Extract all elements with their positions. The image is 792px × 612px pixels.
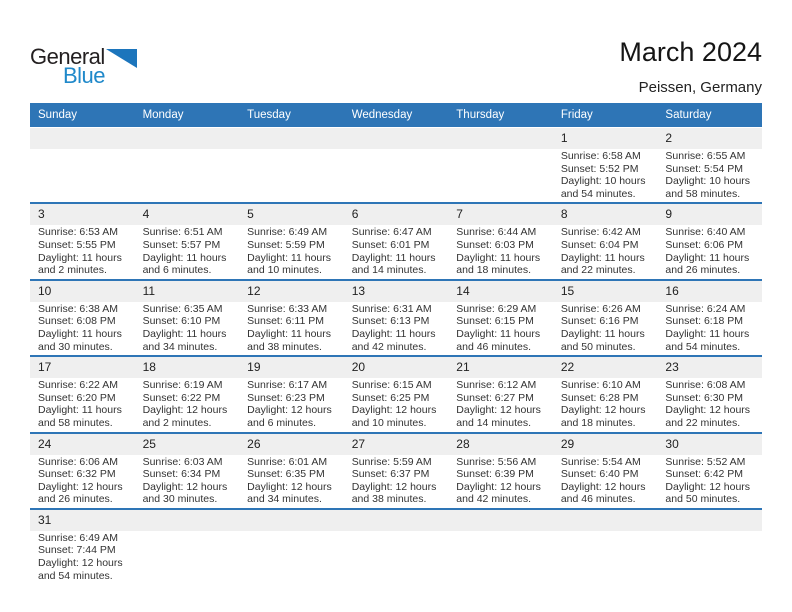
calendar-grid bbox=[30, 103, 762, 584]
sunrise-line: Sunrise: 6:31 AM bbox=[351, 302, 432, 315]
sunset-line: Sunset: 6:40 PM bbox=[560, 468, 639, 481]
day-cell bbox=[239, 149, 344, 200]
sunset-line: Sunset: 6:08 PM bbox=[38, 315, 116, 328]
date-number: 4 bbox=[142, 207, 150, 222]
day-cell bbox=[135, 225, 240, 276]
sunrise-line: Sunrise: 6:22 AM bbox=[38, 379, 118, 392]
day-cell bbox=[135, 531, 240, 582]
sunrise-line: Sunrise: 6:26 AM bbox=[560, 302, 641, 315]
sunrise-line: Sunrise: 6:58 AM bbox=[560, 150, 641, 162]
day-cell bbox=[448, 302, 553, 353]
dow-monday: Monday bbox=[142, 109, 184, 121]
date-number: 12 bbox=[247, 283, 261, 298]
logo-text-blue: Blue bbox=[63, 63, 106, 88]
date-number: 26 bbox=[247, 436, 261, 451]
day-cell bbox=[30, 149, 135, 200]
sunrise-line: Sunrise: 6:40 AM bbox=[665, 226, 746, 239]
week-row bbox=[30, 434, 762, 510]
date-number: 29 bbox=[560, 436, 575, 451]
week-row bbox=[30, 128, 762, 204]
sunset-line: Sunset: 6:04 PM bbox=[560, 238, 639, 251]
date-number: 5 bbox=[247, 207, 254, 222]
sunset-line: Sunset: 6:42 PM bbox=[665, 468, 744, 481]
sunset-line: Sunset: 6:01 PM bbox=[351, 238, 430, 251]
daylight-line: Daylight: 12 hours and 30 minutes. bbox=[142, 480, 228, 506]
sunset-line: Sunset: 5:59 PM bbox=[247, 238, 325, 251]
daylight-line: Daylight: 12 hours and 50 minutes. bbox=[665, 480, 751, 506]
daylight-line: Daylight: 12 hours and 2 minutes. bbox=[142, 404, 228, 429]
daylight-line: Daylight: 12 hours and 22 minutes. bbox=[665, 404, 751, 429]
date-number: 22 bbox=[560, 360, 575, 375]
date-number: 1 bbox=[560, 131, 568, 145]
day-cell bbox=[553, 455, 658, 506]
sunset-line: Sunset: 5:54 PM bbox=[665, 162, 744, 175]
day-cell bbox=[344, 455, 449, 506]
daylight-line: Daylight: 12 hours and 18 minutes. bbox=[560, 404, 646, 429]
week-row bbox=[30, 204, 762, 280]
daylight-line: Daylight: 10 hours and 54 minutes. bbox=[560, 175, 646, 200]
general-blue-logo bbox=[30, 46, 190, 86]
day-cell bbox=[344, 225, 449, 276]
sunrise-line: Sunrise: 6:03 AM bbox=[142, 455, 223, 468]
week-row bbox=[30, 281, 762, 357]
day-cell bbox=[553, 225, 658, 276]
date-number bbox=[344, 510, 449, 531]
day-cell bbox=[239, 455, 344, 506]
daylight-line: Daylight: 11 hours and 10 minutes. bbox=[247, 251, 331, 277]
sunset-line: Sunset: 6:03 PM bbox=[456, 238, 534, 251]
date-strip bbox=[30, 357, 762, 378]
sunset-line: Sunset: 6:23 PM bbox=[247, 391, 325, 404]
sunrise-line: Sunrise: 5:52 AM bbox=[665, 455, 746, 468]
daylight-line: Daylight: 12 hours and 6 minutes. bbox=[247, 404, 332, 429]
title-block bbox=[619, 36, 762, 98]
date-number: 8 bbox=[560, 207, 568, 222]
sunrise-line: Sunrise: 5:59 AM bbox=[351, 455, 432, 468]
date-number: 16 bbox=[665, 283, 679, 298]
daylight-line: Daylight: 12 hours and 38 minutes. bbox=[351, 480, 437, 506]
day-of-week-header-row bbox=[30, 103, 762, 127]
sunrise-line: Sunrise: 6:42 AM bbox=[560, 226, 641, 239]
day-cell bbox=[30, 531, 135, 582]
day-cell bbox=[657, 149, 762, 200]
sunrise-line: Sunrise: 6:29 AM bbox=[456, 302, 537, 315]
daylight-line: Daylight: 12 hours and 26 minutes. bbox=[38, 480, 123, 506]
sunrise-line: Sunrise: 6:06 AM bbox=[38, 455, 118, 468]
day-details-row bbox=[30, 149, 762, 202]
date-number: 6 bbox=[351, 207, 359, 222]
day-cell bbox=[30, 378, 135, 429]
sunset-line: Sunset: 6:27 PM bbox=[456, 391, 534, 404]
day-cell bbox=[135, 455, 240, 506]
day-cell bbox=[135, 149, 240, 200]
date-number: 27 bbox=[351, 436, 366, 451]
date-number bbox=[448, 128, 553, 149]
day-cell bbox=[553, 378, 658, 429]
sunset-line: Sunset: 6:37 PM bbox=[351, 468, 430, 481]
sunrise-line: Sunrise: 6:47 AM bbox=[351, 226, 432, 239]
sunset-line: Sunset: 6:35 PM bbox=[247, 468, 325, 481]
daylight-line: Daylight: 11 hours and 54 minutes. bbox=[665, 327, 750, 353]
date-number: 25 bbox=[142, 436, 156, 451]
date-strip bbox=[30, 281, 762, 302]
sunset-line: Sunset: 6:10 PM bbox=[142, 315, 221, 328]
day-cell bbox=[30, 302, 135, 353]
sunrise-line: Sunrise: 6:49 AM bbox=[38, 531, 118, 544]
day-cell bbox=[30, 225, 135, 276]
date-number: 31 bbox=[38, 512, 52, 527]
day-cell bbox=[553, 531, 658, 582]
daylight-line: Daylight: 10 hours and 58 minutes. bbox=[665, 175, 751, 200]
daylight-line: Daylight: 12 hours and 34 minutes. bbox=[247, 480, 332, 506]
sunrise-line: Sunrise: 6:08 AM bbox=[665, 379, 746, 392]
sunset-line: Sunset: 6:16 PM bbox=[560, 315, 639, 328]
sunset-line: Sunset: 7:44 PM bbox=[38, 544, 116, 557]
date-number bbox=[239, 510, 344, 531]
date-number: 28 bbox=[456, 436, 470, 451]
day-cell bbox=[344, 149, 449, 200]
day-cell bbox=[135, 302, 240, 353]
sunset-line: Sunset: 6:34 PM bbox=[142, 468, 221, 481]
sunset-line: Sunset: 5:55 PM bbox=[38, 238, 116, 251]
day-cell bbox=[30, 455, 135, 506]
sunset-line: Sunset: 6:06 PM bbox=[665, 238, 744, 251]
date-number bbox=[135, 128, 240, 149]
sunrise-line: Sunrise: 6:01 AM bbox=[247, 455, 328, 468]
day-cell bbox=[553, 149, 658, 200]
day-cell bbox=[448, 225, 553, 276]
daylight-line: Daylight: 11 hours and 26 minutes. bbox=[665, 251, 750, 277]
date-number bbox=[448, 510, 553, 531]
date-number bbox=[135, 510, 240, 531]
dow-tuesday: Tuesday bbox=[247, 109, 291, 121]
sunset-line: Sunset: 6:28 PM bbox=[560, 391, 639, 404]
day-cell bbox=[448, 378, 553, 429]
daylight-line: Daylight: 11 hours and 30 minutes. bbox=[38, 327, 122, 353]
day-details-row bbox=[30, 378, 762, 431]
daylight-line: Daylight: 11 hours and 58 minutes. bbox=[38, 404, 122, 429]
day-cell bbox=[448, 531, 553, 582]
daylight-line: Daylight: 11 hours and 46 minutes. bbox=[456, 327, 541, 353]
date-number: 2 bbox=[665, 131, 673, 145]
day-cell bbox=[239, 302, 344, 353]
daylight-line: Daylight: 11 hours and 42 minutes. bbox=[351, 327, 436, 353]
sunset-line: Sunset: 6:20 PM bbox=[38, 391, 116, 404]
calendar-month-title: March 2024 bbox=[619, 37, 762, 67]
date-number: 20 bbox=[351, 360, 366, 375]
date-number: 15 bbox=[560, 283, 575, 298]
sunrise-line: Sunrise: 6:49 AM bbox=[247, 226, 328, 239]
date-number: 14 bbox=[456, 283, 470, 298]
day-cell bbox=[553, 302, 658, 353]
daylight-line: Daylight: 12 hours and 42 minutes. bbox=[456, 480, 541, 506]
date-number bbox=[657, 510, 762, 531]
daylight-line: Daylight: 12 hours and 54 minutes. bbox=[38, 557, 123, 582]
week-row bbox=[30, 357, 762, 433]
date-number: 13 bbox=[351, 283, 366, 298]
sunrise-line: Sunrise: 6:15 AM bbox=[351, 379, 432, 392]
date-number: 11 bbox=[142, 283, 156, 298]
day-cell bbox=[239, 531, 344, 582]
day-cell bbox=[657, 455, 762, 506]
sunrise-line: Sunrise: 6:10 AM bbox=[560, 379, 641, 392]
day-cell bbox=[344, 302, 449, 353]
week-row bbox=[30, 510, 762, 584]
date-number bbox=[30, 128, 135, 149]
date-number bbox=[553, 510, 658, 531]
date-number: 17 bbox=[38, 360, 52, 375]
sunrise-line: Sunrise: 6:35 AM bbox=[142, 302, 223, 315]
daylight-line: Daylight: 11 hours and 50 minutes. bbox=[560, 327, 645, 353]
sunset-line: Sunset: 6:32 PM bbox=[38, 468, 116, 481]
sunrise-line: Sunrise: 6:19 AM bbox=[142, 379, 223, 392]
sunrise-line: Sunrise: 6:24 AM bbox=[665, 302, 746, 315]
day-cell bbox=[344, 531, 449, 582]
date-strip bbox=[30, 128, 762, 149]
date-number: 10 bbox=[38, 283, 52, 298]
daylight-line: Daylight: 11 hours and 34 minutes. bbox=[142, 327, 227, 353]
dow-sunday: Sunday bbox=[38, 109, 78, 121]
day-cell bbox=[344, 378, 449, 429]
date-number: 18 bbox=[142, 360, 156, 375]
day-details-row bbox=[30, 455, 762, 508]
dow-thursday: Thursday bbox=[456, 109, 505, 121]
sunrise-line: Sunrise: 5:56 AM bbox=[456, 455, 537, 468]
day-cell bbox=[657, 378, 762, 429]
daylight-line: Daylight: 12 hours and 10 minutes. bbox=[351, 404, 437, 429]
date-number bbox=[344, 128, 449, 149]
daylight-line: Daylight: 11 hours and 2 minutes. bbox=[38, 251, 122, 277]
sunrise-line: Sunrise: 6:55 AM bbox=[665, 150, 746, 162]
date-number bbox=[239, 128, 344, 149]
date-number: 9 bbox=[665, 207, 673, 222]
sunrise-line: Sunrise: 5:54 AM bbox=[560, 455, 641, 468]
daylight-line: Daylight: 11 hours and 22 minutes. bbox=[560, 251, 645, 277]
daylight-line: Daylight: 12 hours and 46 minutes. bbox=[560, 480, 646, 506]
daylight-line: Daylight: 11 hours and 14 minutes. bbox=[351, 251, 436, 277]
sunrise-line: Sunrise: 6:53 AM bbox=[38, 226, 118, 239]
day-cell bbox=[239, 225, 344, 276]
day-details-row bbox=[30, 302, 762, 355]
sunset-line: Sunset: 5:52 PM bbox=[560, 162, 639, 175]
sunset-line: Sunset: 6:39 PM bbox=[456, 468, 534, 481]
day-cell bbox=[448, 149, 553, 200]
daylight-line: Daylight: 12 hours and 14 minutes. bbox=[456, 404, 541, 429]
sunset-line: Sunset: 6:11 PM bbox=[247, 315, 324, 328]
date-strip bbox=[30, 434, 762, 455]
sunset-line: Sunset: 6:15 PM bbox=[456, 315, 534, 328]
date-number: 30 bbox=[665, 436, 679, 451]
date-number: 24 bbox=[38, 436, 52, 451]
sunrise-line: Sunrise: 6:12 AM bbox=[456, 379, 537, 392]
day-cell bbox=[135, 378, 240, 429]
sunset-line: Sunset: 6:22 PM bbox=[142, 391, 221, 404]
sunrise-line: Sunrise: 6:38 AM bbox=[38, 302, 118, 315]
sunrise-line: Sunrise: 6:44 AM bbox=[456, 226, 537, 239]
dow-friday: Friday bbox=[560, 109, 593, 121]
daylight-line: Daylight: 11 hours and 38 minutes. bbox=[247, 327, 331, 353]
dow-saturday: Saturday bbox=[665, 109, 712, 121]
date-number: 19 bbox=[247, 360, 261, 375]
sunset-line: Sunset: 6:30 PM bbox=[665, 391, 744, 404]
day-details-row bbox=[30, 531, 762, 584]
date-strip bbox=[30, 204, 762, 225]
day-cell bbox=[657, 225, 762, 276]
date-number: 23 bbox=[665, 360, 679, 375]
sunrise-line: Sunrise: 6:51 AM bbox=[142, 226, 223, 239]
day-cell bbox=[239, 378, 344, 429]
sunset-line: Sunset: 6:13 PM bbox=[351, 315, 430, 328]
date-strip bbox=[30, 510, 762, 531]
dow-wednesday: Wednesday bbox=[351, 109, 413, 121]
sunset-line: Sunset: 6:25 PM bbox=[351, 391, 430, 404]
day-cell bbox=[657, 531, 762, 582]
date-number: 7 bbox=[456, 207, 463, 222]
date-number: 21 bbox=[456, 360, 470, 375]
daylight-line: Daylight: 11 hours and 18 minutes. bbox=[456, 251, 541, 277]
logo-text-general: General bbox=[30, 44, 105, 69]
day-details-row bbox=[30, 225, 762, 278]
day-cell bbox=[657, 302, 762, 353]
weeks-container bbox=[30, 128, 762, 584]
date-number: 3 bbox=[38, 207, 45, 222]
sunset-line: Sunset: 5:57 PM bbox=[142, 238, 221, 251]
sunrise-line: Sunrise: 6:33 AM bbox=[247, 302, 328, 315]
calendar-location-subtitle: Peissen, Germany bbox=[638, 79, 762, 96]
sunset-line: Sunset: 6:18 PM bbox=[665, 315, 744, 328]
daylight-line: Daylight: 11 hours and 6 minutes. bbox=[142, 251, 227, 277]
sunrise-line: Sunrise: 6:17 AM bbox=[247, 379, 328, 392]
logo-flag-triangle-icon bbox=[106, 49, 137, 69]
day-cell bbox=[448, 455, 553, 506]
